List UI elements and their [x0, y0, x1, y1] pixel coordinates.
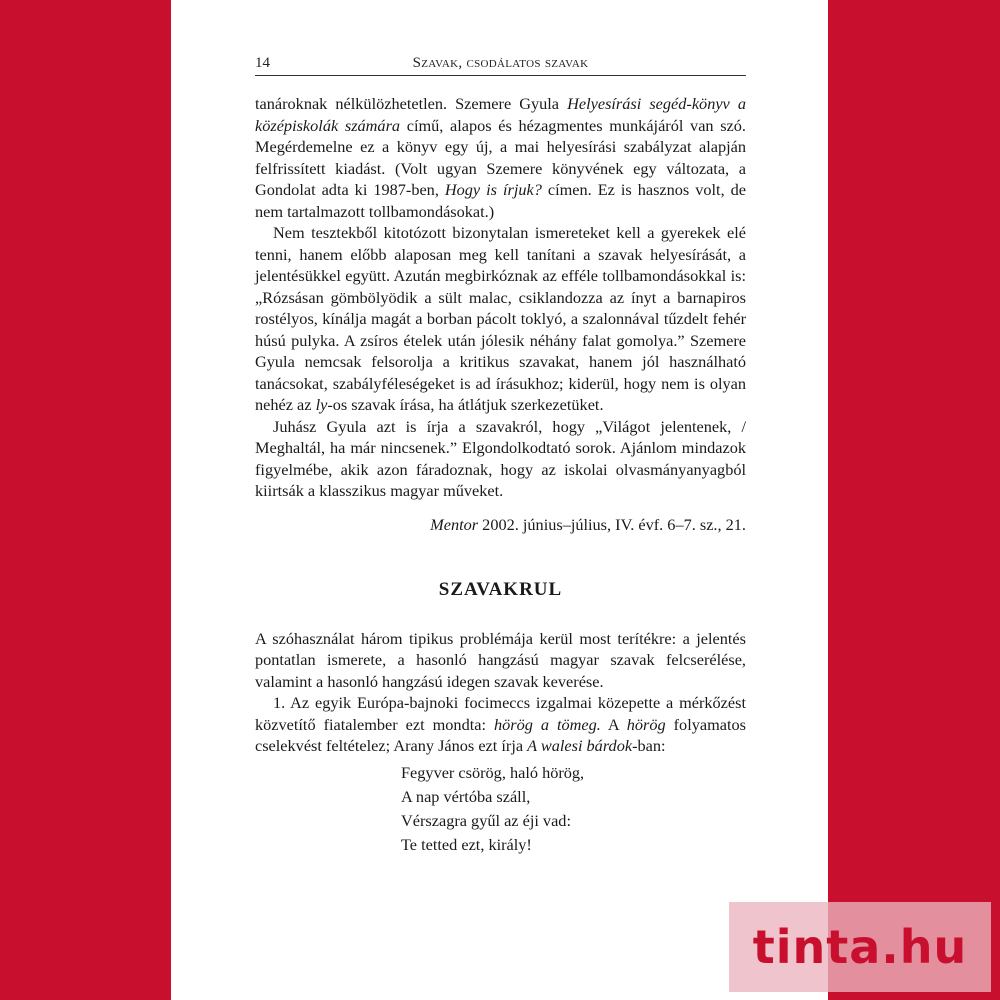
section-p1-text-c: A — [600, 714, 627, 734]
running-title: Szavak, csodálatos szavak — [412, 55, 589, 71]
quote-italic: hörög a tömeg. — [493, 714, 601, 734]
section-title: SZAVAKRUL — [438, 579, 563, 600]
section-intro: A szóhasználat három tipikus problémája kerül most terítékre: a jelentés pontatlan ismerete, a hasonló hangzású magyar szavak felcserélése, valamint a hasonló hangzású idegen szavak keverése. — [255, 628, 746, 691]
citation — [255, 514, 746, 536]
paragraph-2 — [255, 222, 746, 416]
watermark-text: tinta.hu — [752, 920, 968, 974]
paragraph-2-text-c: -os szavak írása, ha átlátjuk szerkezetüket. — [327, 395, 604, 414]
poem-line: A nap vértóba száll, — [401, 786, 531, 806]
body-text — [255, 93, 746, 857]
paragraph-1-text-e: címen. Ez is hasznos volt, de nem tartalmazott tollbamondásokat.) — [255, 180, 747, 221]
book-page — [171, 0, 828, 1000]
section-p1-text-g: -ban: — [632, 736, 666, 755]
poem-line: Fegyver csörög, haló hörög, — [401, 762, 585, 782]
section-p1-text-e: folyamatos cselekvést feltételez; Arany János ezt írja — [255, 714, 746, 755]
poem — [401, 761, 746, 857]
watermark-logo — [729, 902, 991, 992]
section-paragraph-1 — [255, 692, 746, 757]
citation-journal: Mentor — [430, 514, 479, 534]
paragraph-1-text-c: című, alapos és hézagmentes munkájáról van szó. Megérdemelne ez a könyv egy új, a mai helyesírási szabályzat alapján felfrissített kiadást. (Volt ugyan Szemere könyvének egy változata, a Gondolat adta ki 1987-ben, — [255, 115, 746, 199]
page-number: 14 — [255, 55, 270, 71]
paragraph-1-text-a: tanároknak nélkülözhetetlen. Szemere Gyula — [255, 94, 568, 113]
paragraph-3: Juhász Gyula azt is írja a szavakról, hogy „Világot jelentenek, / Meghaltál, ha már nincsenek.” Elgondolkodtató sorok. Ajánlom mindazok figyelmébe, akik azon fáradoznak, hogy az iskolai olvasmányanyagból kiirtsák a klasszikus magyar műveket. — [255, 416, 746, 500]
word-italic: hörög — [626, 714, 666, 734]
running-head — [255, 55, 746, 76]
poem-line: Te tetted ezt, király! — [401, 834, 532, 854]
book-title-italic: Helyesírási segéd-könyv a középiskolák számára — [255, 94, 746, 135]
ly-italic: ly — [315, 395, 328, 414]
paragraph-1 — [255, 93, 746, 222]
poem-line: Vérszagra gyűl az éji vad: — [401, 810, 571, 830]
poem-title-italic: A walesi bárdok — [527, 736, 633, 755]
paragraph-2-text-a: Nem tesztekből kitotózott bizonytalan ismereteket kell a gyerekek elé tenni, hanem előbb alaposan meg kell tanítani a szavak helyesírását, a jelentésükkel együtt. Azután megbirkóznak az efféle tollbamondásokkal is: „Rózsásan gömbölyödik a sült malac, csiklandozza az ínyt a barnapiros rostélyos, kínálja magát a borban pácolt toklyó, a szalonnával tűzdelt fehér húsú pulyka. A zsíros ételek után jólesik néhány falat gomolya.” Szemere Gyula nemcsak felsorolja a kritikus szavakat, hanem jól használható tanácsokat, szabályféleségeket is ad írásukhoz; kiderül, hogy nem is olyan nehéz az — [255, 223, 746, 414]
section-p1-text-a: 1. Az egyik Európa-bajnoki focimeccs izgalmai közepette a mérkőzést közvetítő fiatalember ezt mondta: — [255, 693, 746, 734]
book-title-italic-2: Hogy is írjuk? — [444, 180, 542, 199]
citation-details: 2002. június–július, IV. évf. 6–7. sz., 21. — [478, 514, 746, 534]
